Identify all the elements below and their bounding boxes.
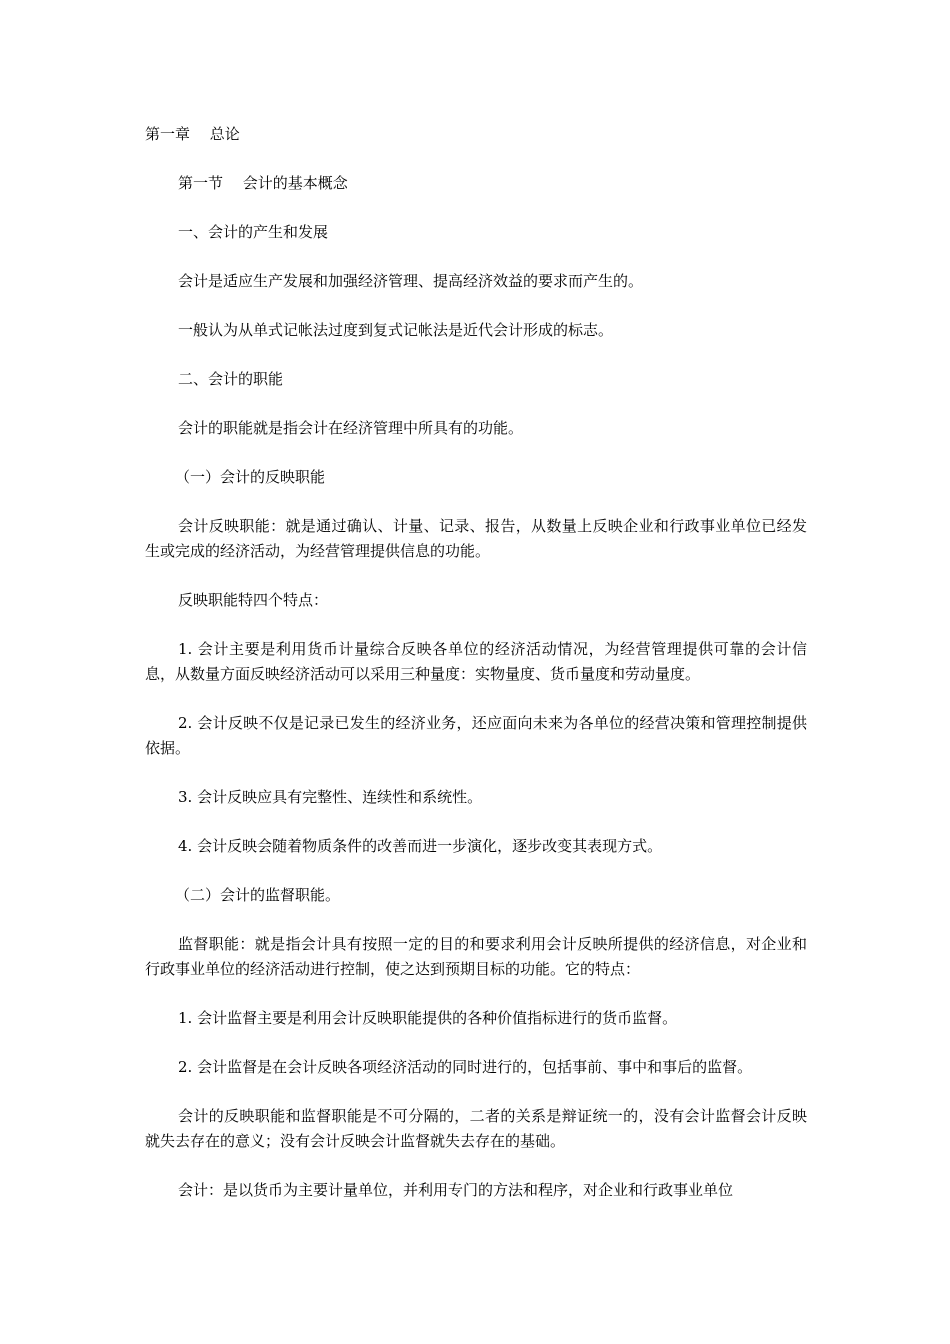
heading-origin: 一、会计的产生和发展	[178, 223, 329, 241]
subheading-reflection: （一）会计的反映职能	[175, 468, 326, 486]
paragraph: 一般认为从单式记帐法过度到复式记帐法是近代会计形成的标志。	[178, 321, 614, 339]
heading-functions: 二、会计的职能	[178, 370, 284, 388]
document-body	[145, 122, 807, 1227]
list-item: 2. 会计监督是在会计反映各项经济活动的同时进行的，包括事前、事中和事后的监督。	[178, 1058, 753, 1076]
paragraph: 监督职能：就是指会计具有按照一定的目的和要求利用会计反映所提供的经济信息，对企业和行政事业单位的经济活动进行控制，使之达到预期目标的功能。它的特点：	[145, 935, 807, 978]
list-item: 2. 会计反映不仅是记录已发生的经济业务，还应面向未来为各单位的经营决策和管理控制提供依据。	[145, 714, 807, 757]
paragraph: 反映职能特四个特点：	[178, 591, 329, 609]
subheading-supervision: （二）会计的监督职能。	[175, 886, 341, 904]
chapter-title: 第一章 总论	[145, 125, 240, 143]
list-item: 4. 会计反映会随着物质条件的改善而进一步演化，逐步改变其表现方式。	[178, 837, 663, 855]
list-item: 1. 会计监督主要是利用会计反映职能提供的各种价值指标进行的货币监督。	[178, 1009, 678, 1027]
list-item: 3. 会计反映应具有完整性、连续性和系统性。	[178, 788, 483, 806]
paragraph: 会计反映职能：就是通过确认、计量、记录、报告，从数量上反映企业和行政事业单位已经发生或完成的经济活动，为经营管理提供信息的功能。	[145, 517, 807, 560]
paragraph: 会计：是以货币为主要计量单位，并利用专门的方法和程序，对企业和行政事业单位	[178, 1181, 734, 1199]
paragraph: 会计是适应生产发展和加强经济管理、提高经济效益的要求而产生的。	[178, 272, 644, 290]
paragraph: 会计的反映职能和监督职能是不可分隔的，二者的关系是辩证统一的，没有会计监督会计反映就失去存在的意义；没有会计反映会计监督就失去存在的基础。	[145, 1107, 807, 1150]
list-item: 1. 会计主要是利用货币计量综合反映各单位的经济活动情况，为经营管理提供可靠的会计信息，从数量方面反映经济活动可以采用三种量度：实物量度、货币量度和劳动量度。	[145, 640, 807, 683]
section-title: 第一节 会计的基本概念	[178, 174, 348, 192]
paragraph: 会计的职能就是指会计在经济管理中所具有的功能。	[178, 419, 524, 437]
